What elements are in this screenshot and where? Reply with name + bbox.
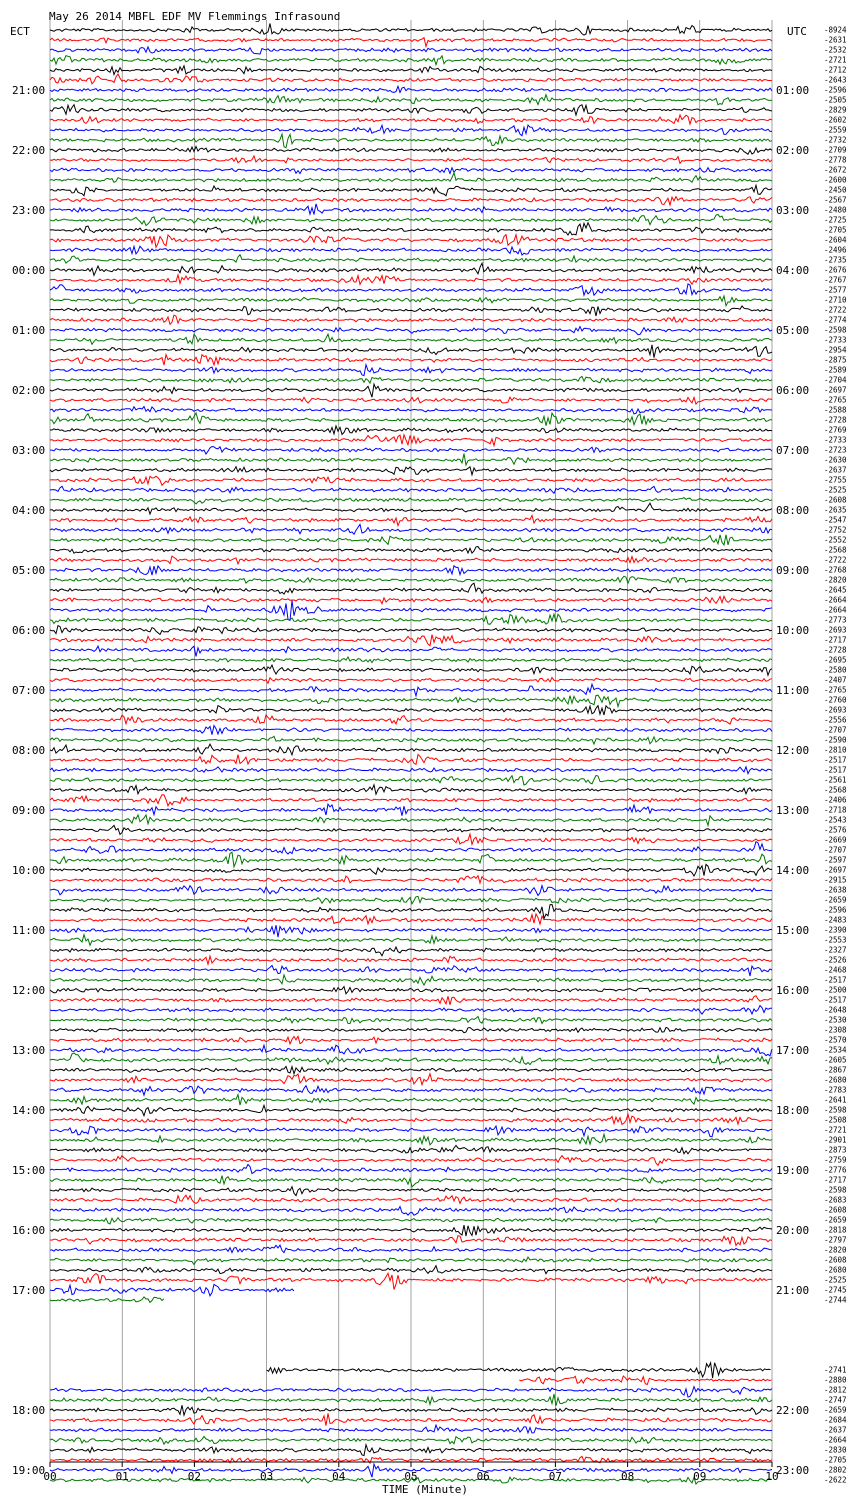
left-hour-label: 18:00	[12, 1404, 46, 1417]
trace-offset-label: -2697	[824, 385, 847, 395]
trace-offset-label: -2622	[824, 1475, 847, 1485]
left-hour-labels	[12, 84, 45, 1477]
trace-offset-label: -2759	[824, 1155, 847, 1165]
right-hour-label: 23:00	[776, 1464, 810, 1477]
right-hour-labels	[776, 84, 809, 1477]
trace-offset-label: -2605	[824, 1055, 847, 1065]
trace-offset-label: -2867	[824, 1065, 847, 1075]
trace-offset-label: -2693	[824, 625, 847, 635]
left-hour-label: 19:00	[12, 1464, 46, 1477]
trace-offset-label: -2532	[824, 45, 847, 55]
trace-offset-label: -2712	[824, 65, 847, 75]
x-tick-label: 05	[404, 1470, 418, 1483]
trace-offset-label: -2683	[824, 1195, 847, 1205]
trace-line	[519, 1376, 771, 1385]
trace-offset-label: -2556	[824, 715, 847, 725]
trace-offset-label: -2508	[824, 1115, 847, 1125]
trace-offset-label: -2721	[824, 55, 847, 65]
trace-offset-label: -2810	[824, 745, 847, 755]
trace-offset-label: -2710	[824, 295, 847, 305]
trace-offset-label: -2697	[824, 865, 847, 875]
trace-offset-label: -2559	[824, 125, 847, 135]
right-hour-label: 19:00	[776, 1164, 810, 1177]
right-hour-label: 17:00	[776, 1044, 810, 1057]
trace-offset-label: -2768	[824, 565, 847, 575]
trace-offset-label: -2567	[824, 195, 847, 205]
trace-offset-label: -2695	[824, 655, 847, 665]
trace-offset-label: -2732	[824, 135, 847, 145]
trace-offset-label: -2637	[824, 1425, 847, 1435]
left-hour-label: 04:00	[12, 504, 46, 517]
trace-offset-label: -2818	[824, 1225, 847, 1235]
trace-offset-label: -2752	[824, 525, 847, 535]
right-hour-label: 13:00	[776, 804, 810, 817]
trace-offset-label: -2773	[824, 615, 847, 625]
left-hour-label: 12:00	[12, 984, 46, 997]
x-tick-label: 03	[259, 1470, 274, 1483]
left-hour-label: 21:00	[12, 84, 46, 97]
trace-offset-label: -2774	[824, 315, 847, 325]
trace-offset-label: -2643	[824, 75, 847, 85]
trace-offset-label: -2638	[824, 885, 847, 895]
right-hour-label: 15:00	[776, 924, 810, 937]
trace-offset-label: -2728	[824, 645, 847, 655]
trace-offset-label: -2797	[824, 1235, 847, 1245]
trace-offset-label: -2598	[824, 1185, 847, 1195]
trace-offset-label: -2812	[824, 1385, 847, 1395]
trace-offset-label: -2717	[824, 635, 847, 645]
trace-offset-label: -2604	[824, 235, 847, 245]
trace-offset-label: -2704	[824, 375, 847, 385]
trace-offset-label: -2547	[824, 515, 847, 525]
trace-offset-label: -2525	[824, 485, 847, 495]
trace-offset-label: -2517	[824, 995, 847, 1005]
trace-offset-label: -2709	[824, 145, 847, 155]
trace-offset-label: -2327	[824, 945, 847, 955]
x-tick-label: 08	[620, 1470, 635, 1483]
trace-offset-label: -2820	[824, 575, 847, 585]
trace-offset-label: -2526	[824, 955, 847, 965]
trace-offset-label: -2880	[824, 1375, 847, 1385]
trace-offset-label: -2517	[824, 975, 847, 985]
left-hour-label: 15:00	[12, 1164, 46, 1177]
trace-offset-label: -2407	[824, 675, 847, 685]
trace-offset-label: -2733	[824, 335, 847, 345]
trace-offset-label: -2602	[824, 115, 847, 125]
trace-offset-label: -2915	[824, 875, 847, 885]
trace-offset-label: -2669	[824, 835, 847, 845]
right-hour-label: 06:00	[776, 384, 810, 397]
trace-offset-label: -2676	[824, 265, 847, 275]
trace-offset-label: -2576	[824, 825, 847, 835]
trace-offset-label: -2693	[824, 705, 847, 715]
trace-offset-label: -2755	[824, 475, 847, 485]
left-hour-label: 11:00	[12, 924, 46, 937]
trace-offset-label: -2390	[824, 925, 847, 935]
trace-offset-label: -2901	[824, 1135, 847, 1145]
trace-offset-label: -2735	[824, 255, 847, 265]
trace-offset-label: -2725	[824, 215, 847, 225]
left-hour-label: 09:00	[12, 804, 46, 817]
trace-offset-label: -2830	[824, 1445, 847, 1455]
trace-offset-label: -2496	[824, 245, 847, 255]
trace-offset-label: -2721	[824, 1125, 847, 1135]
trace-offset-label: -2589	[824, 365, 847, 375]
right-hour-label: 05:00	[776, 324, 810, 337]
trace-offset-label: -2776	[824, 1165, 847, 1175]
trace-offset-label: -2954	[824, 345, 847, 355]
chart-title: May 26 2014 MBFL EDF MV Flemmings Infrasound	[49, 10, 341, 23]
right-hour-label: 22:00	[776, 1404, 810, 1417]
x-tick-label: 09	[693, 1470, 707, 1483]
trace-offset-label: -2707	[824, 725, 847, 735]
trace-offset-label: -2760	[824, 695, 847, 705]
left-hour-label: 13:00	[12, 1044, 46, 1057]
trace-offset-label: -2590	[824, 735, 847, 745]
trace-offset-label: -2561	[824, 775, 847, 785]
trace-offset-label: -2630	[824, 455, 847, 465]
right-hour-label: 04:00	[776, 264, 810, 277]
trace-offset-label: -2598	[824, 1105, 847, 1115]
trace-offset-label: -2597	[824, 855, 847, 865]
x-tick-label: 07	[548, 1470, 563, 1483]
right-hour-label: 01:00	[776, 84, 810, 97]
right-hour-label: 09:00	[776, 564, 810, 577]
left-hour-label: 08:00	[12, 744, 46, 757]
left-hour-label: 07:00	[12, 684, 46, 697]
trace-offset-label: -2596	[824, 905, 847, 915]
trace-offset-label: -2765	[824, 395, 847, 405]
trace-offset-label: -2570	[824, 1035, 847, 1045]
trace-offset-label: -2568	[824, 545, 847, 555]
trace-offset-label: -2723	[824, 445, 847, 455]
trace-offset-label: -2728	[824, 415, 847, 425]
trace-offset-label: -2450	[824, 185, 847, 195]
trace-line	[267, 1363, 771, 1378]
trace-offset-label: -2659	[824, 895, 847, 905]
trace-offset-label: -2608	[824, 1205, 847, 1215]
x-tick-label: 02	[187, 1470, 202, 1483]
trace-offset-label: -2745	[824, 1285, 847, 1295]
trace-offset-label: -2608	[824, 495, 847, 505]
trace-offset-label: -2645	[824, 585, 847, 595]
trace-offset-label: -2468	[824, 965, 847, 975]
trace-offset-label: -2659	[824, 1215, 847, 1225]
left-hour-label: 00:00	[12, 264, 46, 277]
trace-offset-label: -2733	[824, 435, 847, 445]
x-tick-label: 00	[43, 1470, 57, 1483]
trace-offset-label: -2517	[824, 765, 847, 775]
right-hour-label: 07:00	[776, 444, 810, 457]
trace-offset-label: -2608	[824, 1255, 847, 1265]
trace-offset-label: -2500	[824, 985, 847, 995]
right-hour-label: 18:00	[776, 1104, 810, 1117]
trace-offset-label: -2765	[824, 685, 847, 695]
x-tick-label: 10	[765, 1470, 779, 1483]
trace-offset-label: -2480	[824, 205, 847, 215]
trace-offset-label: -2568	[824, 785, 847, 795]
trace-offset-label: -2525	[824, 1275, 847, 1285]
left-hour-label: 05:00	[12, 564, 46, 577]
x-axis-label: TIME (Minute)	[381, 1483, 469, 1496]
right-hour-label: 20:00	[776, 1224, 810, 1237]
left-hour-label: 06:00	[12, 624, 46, 637]
trace-offset-label: -2517	[824, 755, 847, 765]
left-hour-label: 01:00	[12, 324, 46, 337]
trace-offset-label: -2598	[824, 325, 847, 335]
trace-offset-label: -2680	[824, 1265, 847, 1275]
right-hour-label: 14:00	[776, 864, 810, 877]
trace-offset-label: -2769	[824, 425, 847, 435]
trace-offset-label: -2722	[824, 555, 847, 565]
trace-offset-label: -2406	[824, 795, 847, 805]
trace-offset-label: -2744	[824, 1295, 847, 1305]
trace-offset-label: -2707	[824, 845, 847, 855]
trace-offset-label: -2641	[824, 1095, 847, 1105]
right-axis-label: UTC	[787, 25, 807, 38]
trace-offset-label: -2596	[824, 85, 847, 95]
trace-offset-label: -2875	[824, 355, 847, 365]
trace-offset-label: -2778	[824, 155, 847, 165]
trace-offset-label: -2717	[824, 1175, 847, 1185]
left-hour-label: 23:00	[12, 204, 46, 217]
trace-offset-label: -2802	[824, 1465, 847, 1475]
trace-offset-label: -2820	[824, 1245, 847, 1255]
trace-offset-label: -2600	[824, 175, 847, 185]
trace-offset-label: -2648	[824, 1005, 847, 1015]
trace-line	[50, 1297, 164, 1303]
trace-offset-label: -2767	[824, 275, 847, 285]
trace-line	[50, 1284, 294, 1295]
trace-offset-label: -2664	[824, 1435, 847, 1445]
trace-offset-label: -2553	[824, 935, 847, 945]
trace-offset-label: -2722	[824, 305, 847, 315]
x-tick-label: 06	[476, 1470, 490, 1483]
right-hour-label: 12:00	[776, 744, 810, 757]
x-tick-label: 01	[115, 1470, 129, 1483]
trace-offset-label: -2530	[824, 1015, 847, 1025]
left-hour-label: 10:00	[12, 864, 46, 877]
trace-offset-label: -2705	[824, 1455, 847, 1465]
trace-offset-label: -2684	[824, 1415, 847, 1425]
left-hour-label: 03:00	[12, 444, 46, 457]
right-hour-label: 10:00	[776, 624, 810, 637]
trace-offset-label: -2505	[824, 95, 847, 105]
left-hour-label: 22:00	[12, 144, 46, 157]
trace-offset-label: -2635	[824, 505, 847, 515]
trace-offset-label: -2664	[824, 595, 847, 605]
trace-offset-label: -2672	[824, 165, 847, 175]
left-axis-label: ECT	[10, 25, 30, 38]
trace-offset-label: -2637	[824, 465, 847, 475]
left-hour-label: 16:00	[12, 1224, 46, 1237]
trace-offset-label: -2873	[824, 1145, 847, 1155]
trace-offset-label: -2483	[824, 915, 847, 925]
trace-offset-label: -2552	[824, 535, 847, 545]
trace-offset-label: -2664	[824, 605, 847, 615]
left-hour-label: 17:00	[12, 1284, 46, 1297]
trace-offset-label: -2308	[824, 1025, 847, 1035]
left-hour-label: 14:00	[12, 1104, 46, 1117]
trace-offset-labels	[824, 26, 847, 1485]
left-hour-label: 02:00	[12, 384, 46, 397]
right-hour-label: 03:00	[776, 204, 810, 217]
trace-offset-label: -2577	[824, 285, 847, 295]
trace-offset-label: -2741	[824, 1365, 847, 1375]
trace-offset-label: -8924	[824, 25, 847, 35]
right-hour-label: 08:00	[776, 504, 810, 517]
trace-offset-label: -2534	[824, 1045, 847, 1055]
trace-offset-label: -2588	[824, 405, 847, 415]
trace-offset-label: -2718	[824, 805, 847, 815]
trace-offset-label: -2580	[824, 665, 847, 675]
trace-offset-label: -2680	[824, 1075, 847, 1085]
right-hour-label: 11:00	[776, 684, 810, 697]
right-hour-label: 02:00	[776, 144, 810, 157]
trace-offset-label: -2747	[824, 1395, 847, 1405]
right-hour-label: 21:00	[776, 1284, 810, 1297]
trace-offset-label: -2783	[824, 1085, 847, 1095]
trace-offset-label: -2705	[824, 225, 847, 235]
trace-offset-label: -2659	[824, 1405, 847, 1415]
right-hour-label: 16:00	[776, 984, 810, 997]
trace-offset-label: -2829	[824, 105, 847, 115]
trace-offset-label: -2631	[824, 35, 847, 45]
trace-offset-label: -2543	[824, 815, 847, 825]
x-tick-label: 04	[332, 1470, 346, 1483]
